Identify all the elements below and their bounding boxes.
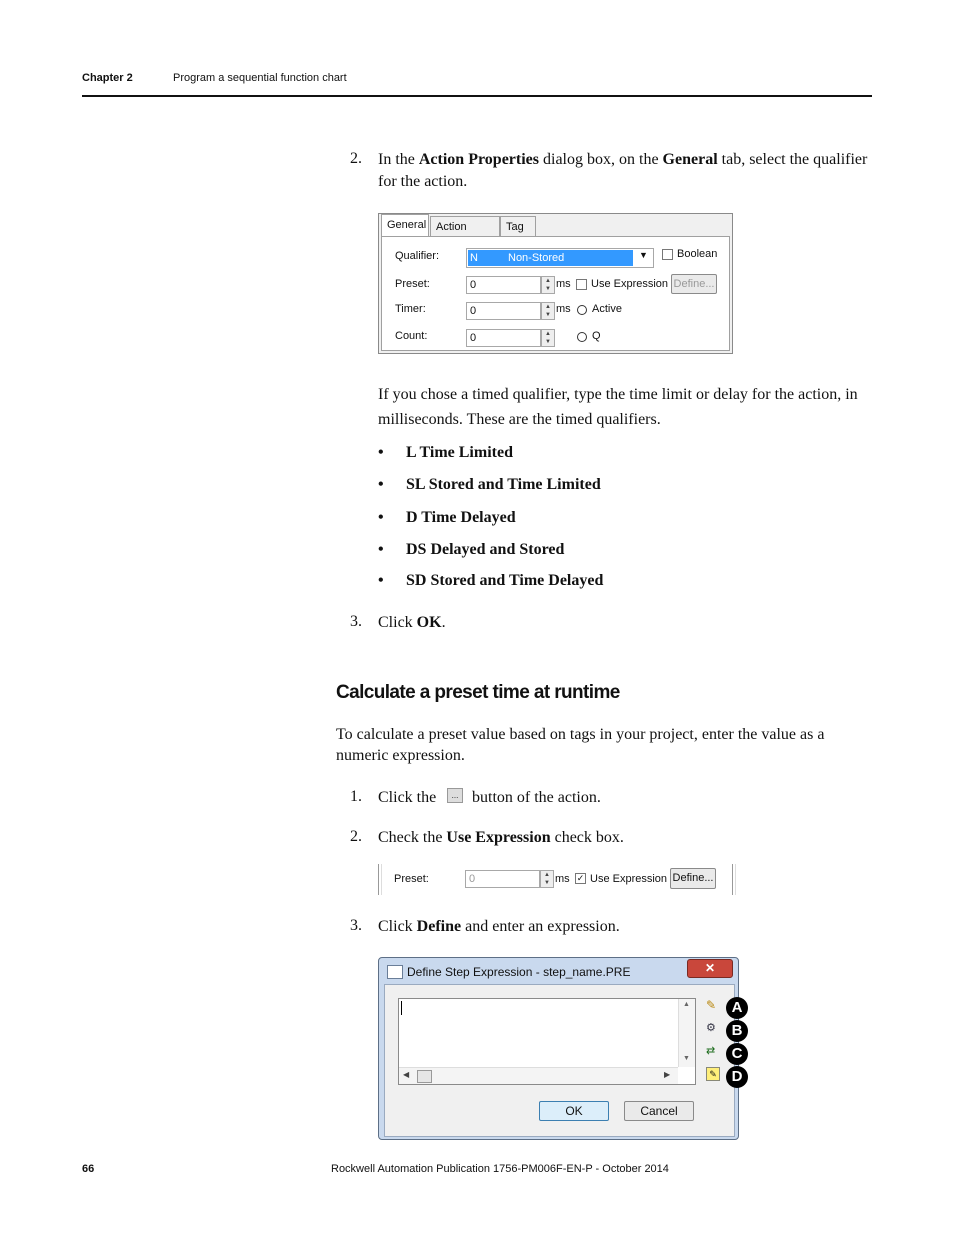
tab-general[interactable]: General xyxy=(381,214,429,237)
close-button[interactable]: ✕ xyxy=(687,959,733,978)
qualifier-select[interactable] xyxy=(466,248,654,268)
tab-action-order[interactable]: Action xyxy=(430,216,500,236)
step-number: 2. xyxy=(350,828,362,845)
step-number: 3. xyxy=(350,917,362,934)
step-number: 1. xyxy=(350,788,362,805)
text-cursor xyxy=(401,1001,402,1015)
callout-b: B xyxy=(726,1020,748,1042)
expression-textarea[interactable] xyxy=(398,998,696,1085)
step-text: Click Define and enter an expression. xyxy=(378,918,620,935)
vertical-scrollbar[interactable]: ▲ ▼ xyxy=(678,999,695,1067)
preset-spinner[interactable]: ▲ ▼ xyxy=(541,276,555,294)
qualifier-label: Qualifier: xyxy=(395,250,440,262)
page-number: 66 xyxy=(82,1163,95,1175)
chevron-down-icon: ▼ xyxy=(639,250,648,260)
use-expression-label: Use Expression xyxy=(591,278,669,290)
callout-d: D xyxy=(726,1066,748,1088)
tab-tag[interactable]: Tag xyxy=(500,216,536,236)
preset-input-disabled[interactable]: 0 xyxy=(465,870,540,888)
browse-tags-icon[interactable]: ✎ xyxy=(706,998,717,1012)
preset-spinner[interactable]: ▲ ▼ xyxy=(540,870,554,888)
general-panel xyxy=(381,236,730,351)
qualifier-code: N xyxy=(470,252,478,264)
window-icon xyxy=(387,965,403,979)
define-expression-dialog xyxy=(378,957,739,1140)
browse-operators-icon[interactable]: ⇄ xyxy=(706,1045,716,1057)
count-input[interactable]: 0 xyxy=(466,329,541,347)
edit-expression-icon[interactable]: ✎ xyxy=(706,1067,720,1081)
step-text: button of the action. xyxy=(472,789,601,806)
preset-ms: ms xyxy=(556,278,571,290)
preset-label: Preset: xyxy=(394,873,429,885)
publication-info: Rockwell Automation Publication 1756-PM006F-EN-P - October 2014 xyxy=(331,1163,669,1175)
step-text: Click the xyxy=(378,789,437,806)
timer-spinner[interactable]: ▲ ▼ xyxy=(541,302,555,320)
define-button[interactable]: Define... xyxy=(670,868,716,889)
step-text: Click OK. xyxy=(378,614,446,631)
chapter-title: Program a sequential function chart xyxy=(173,72,347,84)
use-expression-checkbox-checked[interactable]: ✓ xyxy=(576,873,585,883)
preset-input[interactable]: 0 xyxy=(466,276,541,294)
timer-input[interactable]: 0 xyxy=(466,302,541,320)
ok-button[interactable]: OK xyxy=(539,1101,609,1121)
timed-intro-line1: If you chose a timed qualifier, type the time limit or delay for the action, in xyxy=(378,386,858,403)
timer-ms: ms xyxy=(556,303,571,315)
q-radio xyxy=(577,332,587,342)
active-radio xyxy=(577,305,587,315)
preset-ms: ms xyxy=(555,873,570,885)
dialog-title: Define Step Expression - step_name.PRE xyxy=(407,965,631,979)
timed-intro-line2: milliseconds. These are the timed qualifiers. xyxy=(378,411,661,428)
action-properties-dialog xyxy=(378,213,733,354)
section-intro-line2: numeric expression. xyxy=(336,747,465,764)
preset-label: Preset: xyxy=(395,278,430,290)
step-text: Check the Use Expression check box. xyxy=(378,829,624,846)
ellipsis-button-icon: ... xyxy=(447,788,463,803)
boolean-label: Boolean xyxy=(677,248,718,260)
active-label: Active xyxy=(592,303,622,315)
preset-strip xyxy=(378,864,735,895)
horizontal-scrollbar[interactable]: ◀ ▶ xyxy=(399,1067,678,1084)
qualifier-value: Non-Stored xyxy=(508,252,565,264)
use-expression-label: Use Expression xyxy=(590,873,668,885)
step-text-cont: for the action. xyxy=(378,173,468,190)
step-number: 2. xyxy=(350,150,362,167)
chapter-label: Chapter 2 xyxy=(82,72,133,84)
step-text: In the Action Properties dialog box, on the General tab, select the qualifier xyxy=(378,151,868,168)
q-label: Q xyxy=(592,330,601,342)
timer-label: Timer: xyxy=(395,303,426,315)
callout-c: C xyxy=(726,1043,748,1065)
header-rule xyxy=(82,95,872,97)
browse-functions-icon[interactable]: ⚙ xyxy=(706,1022,716,1034)
step-number: 3. xyxy=(350,613,362,630)
boolean-checkbox[interactable] xyxy=(662,249,673,260)
use-expression-checkbox[interactable] xyxy=(576,279,587,290)
dialog-body xyxy=(384,984,735,1137)
section-intro-line1: To calculate a preset value based on tags in your project, enter the value as a xyxy=(336,726,825,743)
count-spinner[interactable]: ▲ ▼ xyxy=(541,329,555,347)
section-title: Calculate a preset time at runtime xyxy=(336,682,620,703)
define-button-disabled[interactable]: Define... xyxy=(671,274,717,294)
callout-a: A xyxy=(726,997,748,1019)
cancel-button[interactable]: Cancel xyxy=(624,1101,694,1121)
count-label: Count: xyxy=(395,330,428,342)
